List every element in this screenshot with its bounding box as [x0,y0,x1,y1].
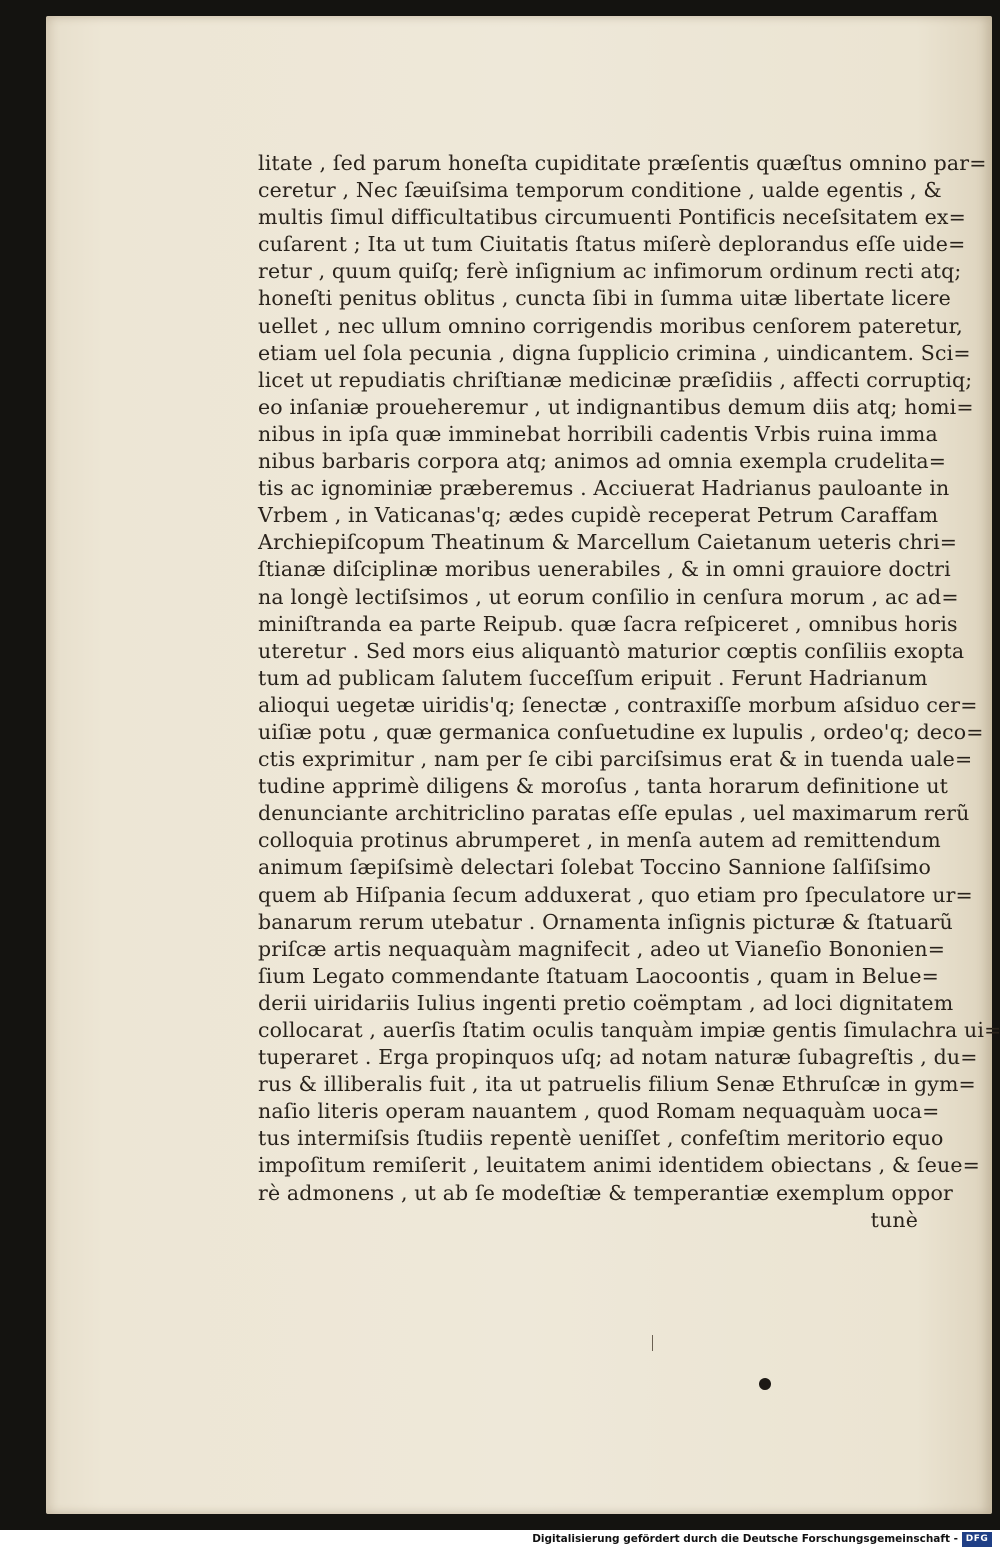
text-line: quem ab Hiſpania ſecum adduxerat , quo etiam pro ſpeculatore ur= [258,882,973,907]
text-line: etiam uel ſola pecunia , digna ſupplicio crimina , uindicantem. Sci= [258,340,971,365]
text-line: ſtianæ diſciplinæ moribus uenerabiles , & in omni grauiore doctri [258,557,951,582]
text-line: denunciante architriclino paratas eſſe epulas , uel maximarum rerũ [258,801,970,826]
text-line: uiſiæ potu , quæ germanica conſuetudine ex lupulis , ordeo'q; deco= [258,719,984,744]
text-line: tum ad publicam ſalutem ſucceſſum eripuit . Ferunt Hadrianum [258,665,928,690]
text-line: tudine apprimè diligens & moroſus , tanta horarum definitione ut [258,774,949,799]
text-line: uellet , nec ullum omnino corrigendis moribus cenſorem pateretur, [258,313,963,338]
page-text [258,150,1001,1234]
text-line: honeſti penitus oblitus , cuncta ſibi in ſumma uitæ libertate licere [258,286,951,311]
ink-blot [759,1378,771,1390]
text-line: retur , quum quiſq; ferè inſignium ac infimorum ordinum recti atq; [258,259,962,284]
digitization-footer [0,1530,1000,1551]
funding-credit: Digitalisierung gefördert durch die Deutsche Forschungsgemeinschaft - [532,1533,958,1545]
text-line: ſium Legato commendante ſtatuam Laocoontis , quam in Belue= [258,963,939,988]
text-line: multis ſimul difficultatibus circumuenti Pontificis neceſsitatem ex= [258,205,966,230]
dfg-logo: DFG [962,1532,992,1547]
text-line: rus & illiberalis fuit , ita ut patruelis filium Senæ Ethruſcæ in gym= [258,1072,976,1097]
text-line: impoſitum remiſerit , leuitatem animi identidem obiectans , & ſeue= [258,1153,980,1178]
text-line: Vrbem , in Vaticanas'q; ædes cupidè receperat Petrum Caraffam [258,503,939,528]
text-line: derii uiridariis Iulius ingenti pretio coëmptam , ad loci dignitatem [258,990,954,1015]
text-line: animum ſæpiſsimè delectari ſolebat Toccino Sannione ſalſiſsimo [258,855,932,880]
catchword: tunè [870,1207,918,1232]
ink-mark [652,1335,653,1351]
text-line: tuperaret . Erga propinquos uſq; ad notam naturæ ſubagreſtis , du= [258,1045,978,1070]
text-line: nibus in ipſa quæ imminebat horribili cadentis Vrbis ruina imma [258,421,938,446]
text-line: nibus barbaris corpora atq; animos ad omnia exempla crudelita= [258,449,947,474]
text-line: naſio literis operam nauantem , quod Romam nequaquàm uoca= [258,1099,940,1124]
text-line: rè admonens , ut ab ſe modeſtiæ & temperantiæ exemplum oppor [258,1180,953,1205]
text-line: colloquia protinus abrumperet , in menſa autem ad remittendum [258,828,941,853]
text-line: alioqui uegetæ uiridis'q; ſenectæ , contraxiſſe morbum aſsiduo cer= [258,692,978,717]
text-line: ceretur , Nec ſæuiſsima temporum conditione , ualde egentis , & [258,178,942,203]
text-line: Archiepiſcopum Theatinum & Marcellum Caietanum ueteris chri= [258,530,958,555]
text-line: cuſarent ; Ita ut tum Ciuitatis ſtatus miſerè deplorandus eſſe uide= [258,232,966,257]
text-line: priſcæ artis nequaquàm magnifecit , adeo ut Vianeſio Bononien= [258,936,946,961]
text-line: uteretur . Sed mors eius aliquantò maturior cœptis conſiliis exopta [258,638,965,663]
text-line: tis ac ignominiæ præberemus . Acciuerat Hadrianus pauloante in [258,476,950,501]
text-line: na longè lectiſsimos , ut eorum conſilio in cenſura morum , ac ad= [258,584,959,609]
text-line: tus intermiſsis ſtudiis repentè ueniſſet , confeſtim meritorio equo [258,1126,944,1151]
text-line: eo inſaniæ proueheremur , ut indignantibus demum diis atq; homi= [258,394,974,419]
text-line: miniſtranda ea parte Reipub. quæ ſacra reſpiceret , omnibus horis [258,611,958,636]
text-line: banarum rerum utebatur . Ornamenta inſignis picturæ & ſtatuarũ [258,909,953,934]
text-line: ctis exprimitur , nam per ſe cibi parciſsimus erat & in tuenda uale= [258,747,973,772]
text-line: licet ut repudiatis chriſtianæ medicinæ præſidiis , affecti corruptiq; [258,367,973,392]
text-line: litate , ſed parum honeſta cupiditate præſentis quæſtus omnino par= [258,151,987,175]
text-line: collocarat , auerſis ſtatim oculis tanquàm impiæ gentis ſimulachra ui= [258,1018,1001,1042]
